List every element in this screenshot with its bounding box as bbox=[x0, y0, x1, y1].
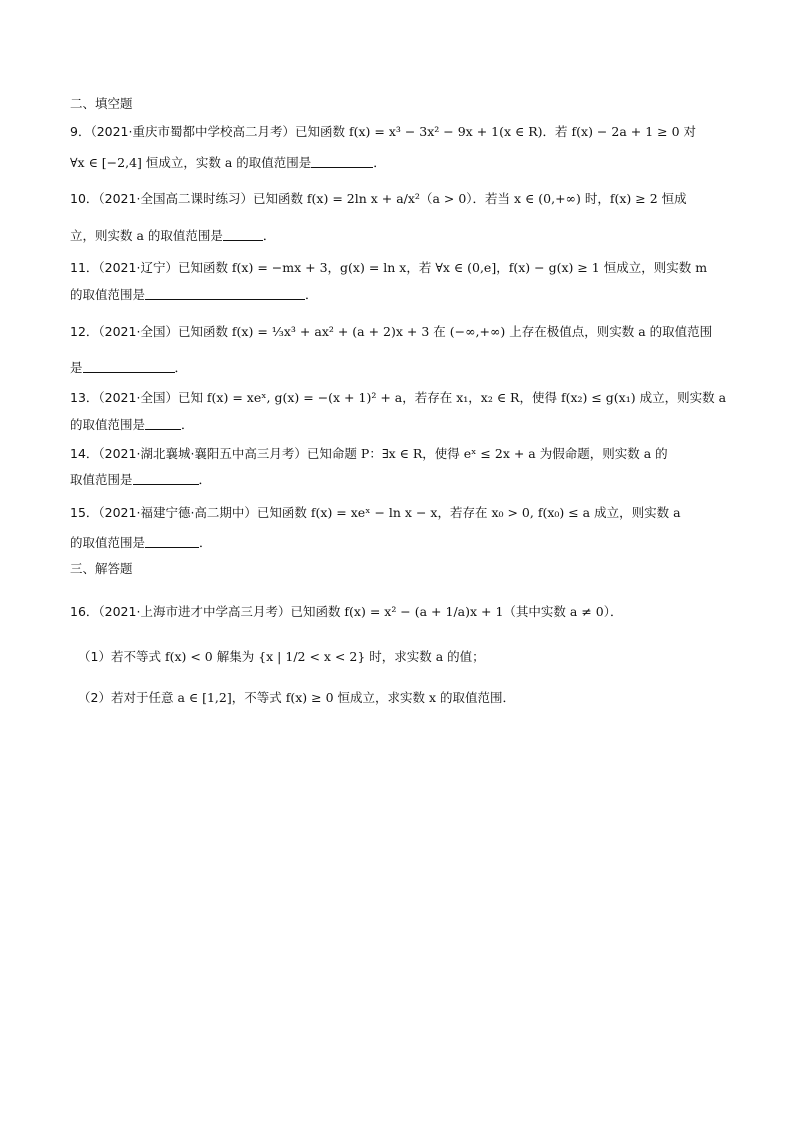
q16-text: ）． bbox=[603, 604, 623, 619]
q9-text: 恒成立，实数 bbox=[141, 155, 225, 170]
q12-text: 在 bbox=[429, 324, 450, 339]
q10-domain: x ∈ (0,+∞) bbox=[514, 191, 581, 206]
q10-condition: a > 0 bbox=[432, 191, 467, 206]
question-9-line-1 bbox=[70, 124, 730, 140]
q11-text: ． bbox=[305, 287, 318, 302]
q14-text: ． bbox=[198, 472, 212, 487]
q14-text: 14．（2021·湖北襄城·襄阳五中高三月考）已知命题 bbox=[70, 446, 361, 461]
q11-formula-f: f(x) = −mx + 3 bbox=[231, 260, 328, 275]
q16-part2-text: （2）若对于任意 bbox=[78, 690, 178, 705]
q13-variable: a bbox=[718, 390, 727, 405]
q12-text: 是 bbox=[70, 360, 83, 375]
q10-text: 恒成 bbox=[657, 191, 687, 206]
q16-part1-text: 的值； bbox=[443, 649, 485, 664]
q15-text: ，若存在 bbox=[437, 505, 492, 520]
q11-text: ， bbox=[496, 260, 509, 275]
answer-blank[interactable] bbox=[311, 155, 373, 168]
q16-part2-domain: a ∈ [1,2] bbox=[177, 690, 232, 705]
q9-variable: a bbox=[224, 155, 233, 170]
q15-formula: f(x) = xeˣ − ln x − x bbox=[310, 505, 438, 520]
answer-blank[interactable] bbox=[145, 535, 199, 548]
q9-domain: ∀x ∈ [−2,4] bbox=[70, 155, 142, 170]
q14-text: 取值范围是 bbox=[70, 472, 133, 487]
q16-part1-inequality: f(x) < 0 bbox=[164, 649, 213, 664]
q15-text: 的取值范围是 bbox=[70, 535, 146, 550]
question-15-line-2 bbox=[70, 535, 730, 551]
q13-text: 成立，则实数 bbox=[635, 390, 719, 405]
question-14-line-2 bbox=[70, 472, 730, 488]
q14-proposition: P bbox=[360, 446, 370, 461]
q15-condition: x₀ > 0, f(x₀) ≤ a bbox=[491, 505, 591, 520]
q11-variable: m bbox=[695, 260, 708, 275]
q16-text: 16．（2021·上海市进才中学高三月考）已知函数 bbox=[70, 604, 345, 619]
q10-formula: f(x) = 2ln x + a/x² bbox=[306, 191, 420, 206]
q9-text: 对 bbox=[679, 124, 697, 139]
q14-text: ： bbox=[369, 446, 382, 461]
q16-formula: f(x) = x² − (a + 1/a)x + 1 bbox=[344, 604, 504, 619]
q10-text: （ bbox=[419, 191, 433, 206]
answer-blank[interactable] bbox=[83, 360, 175, 373]
q13-text: ，若存在 bbox=[402, 390, 457, 405]
q11-text: ， bbox=[327, 260, 341, 275]
question-16-part-1 bbox=[78, 649, 738, 665]
question-16-part-2 bbox=[78, 690, 738, 706]
question-13-line-1 bbox=[70, 390, 730, 406]
q9-text: ．若 bbox=[542, 124, 572, 139]
answer-blank[interactable] bbox=[133, 472, 199, 485]
question-9-line-2 bbox=[70, 155, 730, 171]
q11-text: ，若 bbox=[406, 260, 436, 275]
q13-text: ，使得 bbox=[519, 390, 561, 405]
question-12-line-1 bbox=[70, 324, 730, 340]
answer-blank[interactable] bbox=[145, 287, 305, 300]
q16-text: （其中实数 bbox=[503, 604, 570, 619]
section-fill-blank: 二、填空题 bbox=[70, 96, 133, 111]
q12-formula: f(x) = ⅓x³ + ax² + (a + 2)x + 3 bbox=[231, 324, 430, 339]
q13-text: 13．（2021·全国）已知 bbox=[70, 390, 207, 405]
question-11-line-2 bbox=[70, 287, 730, 303]
q13-inequality: f(x₂) ≤ g(x₁) bbox=[560, 390, 636, 405]
q9-text: ． bbox=[373, 155, 386, 170]
q11-domain: ∀x ∈ (0,e] bbox=[435, 260, 497, 275]
question-16-line-1 bbox=[70, 604, 730, 620]
q15-text: 成立，则实数 bbox=[590, 505, 674, 520]
question-10-line-2 bbox=[70, 228, 730, 244]
q9-formula: f(x) = x³ − 3x² − 9x + 1(x ∈ R) bbox=[348, 124, 543, 139]
q11-inequality: f(x) − g(x) ≥ 1 bbox=[508, 260, 600, 275]
q10-text: 10．（2021·全国高二课时练习）已知函数 bbox=[70, 191, 307, 206]
q16-part1-solution-set: {x | 1/2 < x < 2} bbox=[258, 649, 366, 664]
q14-text: 为假命题，则实数 bbox=[535, 446, 644, 461]
q16-part1-text: 解集为 bbox=[212, 649, 259, 664]
q10-text: ）．若当 bbox=[466, 191, 515, 206]
question-12-line-2 bbox=[70, 360, 730, 376]
q13-variables: x₁，x₂ ∈ R bbox=[456, 390, 520, 405]
q16-condition: a ≠ 0 bbox=[569, 604, 604, 619]
q11-text: 的取值范围是 bbox=[70, 287, 146, 302]
q13-formula: f(x) = xeˣ, g(x) = −(x + 1)² + a bbox=[206, 390, 403, 405]
q14-variable: a bbox=[643, 446, 652, 461]
question-14-line-1 bbox=[70, 446, 730, 462]
q12-interval: (−∞,+∞) bbox=[449, 324, 506, 339]
q10-variable: a bbox=[136, 228, 144, 243]
q16-part2-variable: x bbox=[428, 690, 437, 705]
q9-condition: f(x) − 2a + 1 ≥ 0 bbox=[571, 124, 680, 139]
q10-text: ． bbox=[262, 228, 276, 243]
q16-part1-text: （1）若不等式 bbox=[78, 649, 165, 664]
q11-formula-g: g(x) = ln x bbox=[340, 260, 407, 275]
question-15-line-1 bbox=[70, 505, 730, 521]
q12-text: 上存在极值点，则实数 bbox=[505, 324, 639, 339]
q10-text: 的取值范围是 bbox=[143, 228, 223, 243]
q15-text: 15．（2021·福建宁德·高二期中）已知函数 bbox=[70, 505, 311, 520]
q16-part2-text: 恒成立，求实数 bbox=[333, 690, 429, 705]
q15-text: ． bbox=[199, 535, 212, 550]
q16-part1-text: 时，求实数 bbox=[365, 649, 436, 664]
q12-text: 12．（2021·全国）已知函数 bbox=[70, 324, 232, 339]
q14-inequality: eˣ ≤ 2x + a bbox=[463, 446, 536, 461]
answer-blank[interactable] bbox=[223, 228, 263, 241]
q11-text: 11．（2021·辽宁）已知函数 bbox=[70, 260, 232, 275]
q12-text: 的取值范围 bbox=[645, 324, 713, 339]
q15-variable: a bbox=[673, 505, 681, 520]
q16-part1-variable: a bbox=[435, 649, 444, 664]
q12-variable: a bbox=[638, 324, 646, 339]
q16-part2-text: ，不等式 bbox=[231, 690, 286, 705]
q12-text: ． bbox=[174, 360, 188, 375]
answer-blank[interactable] bbox=[145, 417, 181, 430]
q14-quantifier: ∃x ∈ R bbox=[381, 446, 423, 461]
q16-part2-text: 的取值范围． bbox=[436, 690, 516, 705]
question-11-line-1 bbox=[70, 260, 730, 276]
q14-text: ，使得 bbox=[422, 446, 464, 461]
q13-text: ． bbox=[181, 417, 194, 432]
question-10-line-1 bbox=[70, 191, 730, 207]
q16-part2-inequality: f(x) ≥ 0 bbox=[285, 690, 334, 705]
section-answer: 三、解答题 bbox=[70, 561, 133, 576]
question-13-line-2 bbox=[70, 417, 730, 433]
q11-text: 恒成立，则实数 bbox=[599, 260, 696, 275]
q9-text: 的取值范围是 bbox=[232, 155, 312, 170]
q10-text: 立，则实数 bbox=[70, 228, 137, 243]
q10-inequality: f(x) ≥ 2 bbox=[609, 191, 658, 206]
q9-text: 9．（2021·重庆市蜀都中学校高二月考）已知函数 bbox=[70, 124, 349, 139]
q14-text: 的 bbox=[651, 446, 668, 461]
q10-text: 时， bbox=[580, 191, 610, 206]
q13-text: 的取值范围是 bbox=[70, 417, 146, 432]
